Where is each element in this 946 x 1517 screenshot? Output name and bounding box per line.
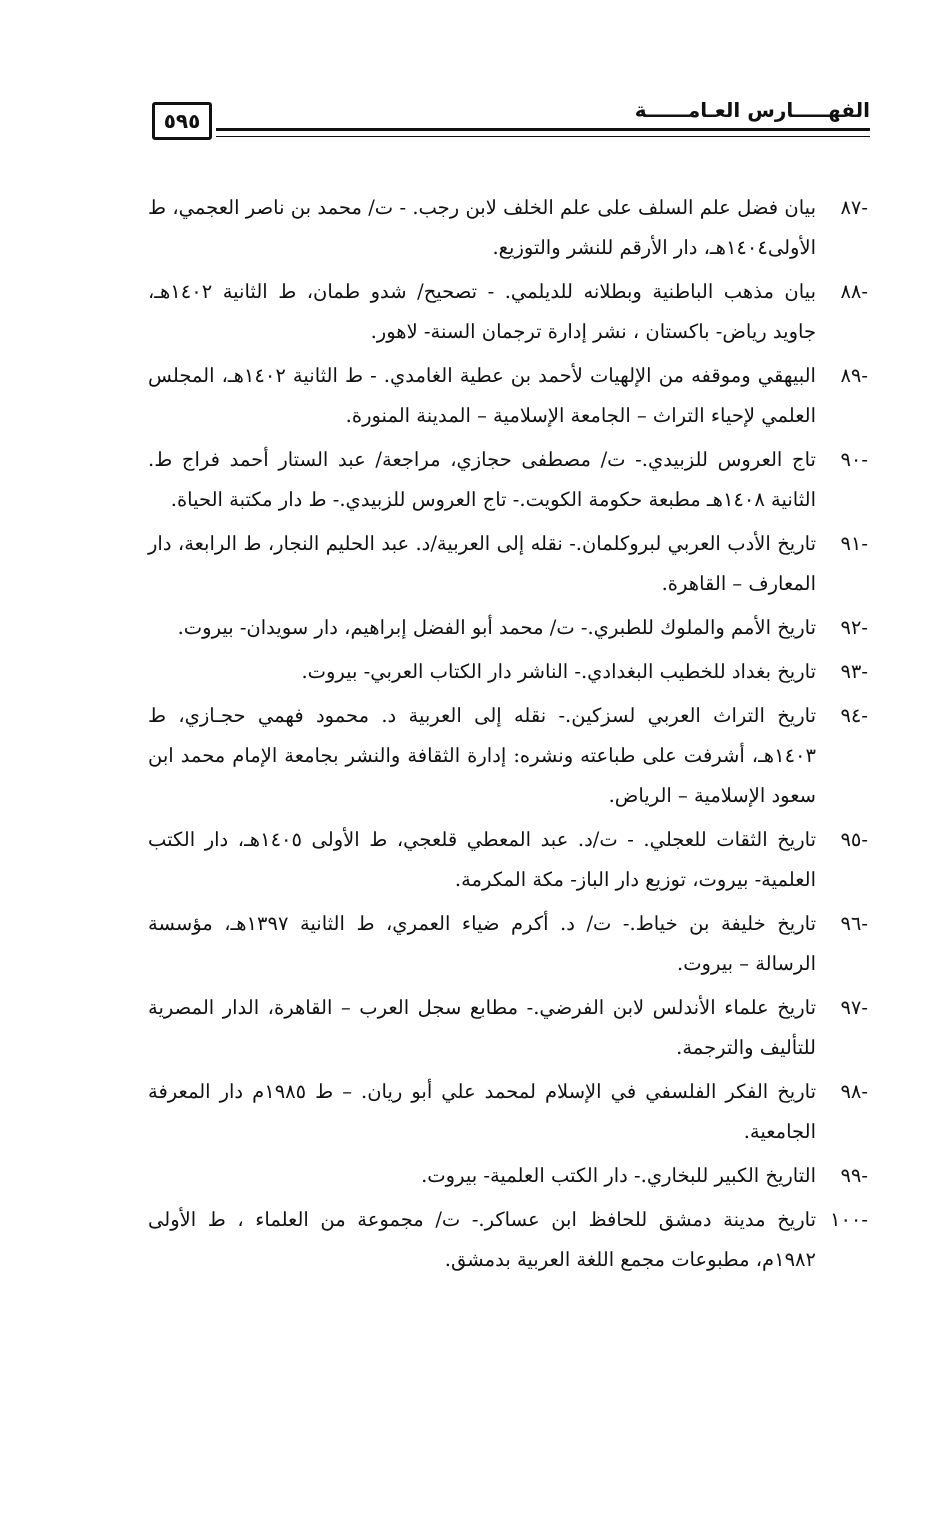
entry-text: البيهقي وموقفه من الإلهيات لأحمد بن عطية الغامدي. - ط الثانية ١٤٠٢هـ، المجلس العلمي لإحياء التراث – الجامعة الإسلامية – المدينة المنورة. <box>148 364 816 427</box>
bibliography-entry <box>148 1200 868 1280</box>
bibliography-list <box>148 188 868 1284</box>
bibliography-entry <box>148 820 868 900</box>
entry-text: بيان مذهب الباطنية وبطلانه للديلمي. - تصحيح/ شدو طمان، ط الثانية ١٤٠٢هـ، جاويد رياض- باكستان ، نشر إدارة ترجمان السنة- لاهور. <box>148 280 816 343</box>
entry-text: تاريخ التراث العربي لسزكين.- نقله إلى العربية د. محمود فهمي حجـازي، ط ١٤٠٣هـ، أشرفت على طباعته ونشره: إدارة الثقافة والنشر بجامعة الإمام محمد ابن سعود الإسلامية – الرياض. <box>148 704 816 807</box>
entry-number: -٩٦ <box>840 912 868 935</box>
entry-number: -٩٢ <box>840 616 868 639</box>
page-header <box>150 92 870 152</box>
entry-number: -٩٤ <box>840 704 868 727</box>
entry-text: التاريخ الكبير للبخاري.- دار الكتب العلمية- بيروت. <box>421 1164 816 1187</box>
bibliography-entry <box>148 440 868 520</box>
entry-number: -٨٩ <box>840 364 868 387</box>
bibliography-entry <box>148 188 868 268</box>
entry-number: -٩٥ <box>840 828 868 851</box>
entry-text: تاريخ مدينة دمشق للحافظ ابن عساكر.- ت/ مجموعة من العلماء ، ط الأولى ١٩٨٢م، مطبوعات مجمع اللغة العربية بدمشق. <box>148 1208 816 1271</box>
entry-text: تاريخ الثقات للعجلي. - ت/د. عبد المعطي قلعجي، ط الأولى ١٤٠٥هـ، دار الكتب العلمية- بيروت، توزيع دار الباز- مكة المكرمة. <box>148 828 817 891</box>
entry-number: -٩٧ <box>840 996 868 1019</box>
entry-text: تاريخ الأمم والملوك للطبري.- ت/ محمد أبو الفضل إبراهيم، دار سويدان- بيروت. <box>177 616 816 639</box>
bibliography-entry <box>148 696 868 816</box>
page-number-box <box>152 102 212 140</box>
bibliography-entry <box>148 524 868 604</box>
entry-text: تاريخ الأدب العربي لبروكلمان.- نقله إلى العربية/د. عبد الحليم النجار، ط الرابعة، دار المعارف – القاهرة. <box>148 532 816 595</box>
bibliography-entry <box>148 904 868 984</box>
entry-text: بيان فضل علم السلف على علم الخلف لابن رجب. - ت/ محمد بن ناصر العجمي، ط الأولى١٤٠٤هـ، دار الأرقم للنشر والتوزيع. <box>148 196 816 259</box>
header-title: الفهـــــارس العـامــــــة <box>634 98 870 122</box>
bibliography-entry <box>148 652 868 692</box>
bibliography-entry <box>148 608 868 648</box>
page-number: ٥٩٥ <box>163 109 201 133</box>
bibliography-entry <box>148 1156 868 1196</box>
entry-number: -٩١ <box>840 532 868 555</box>
header-rule <box>216 128 870 131</box>
bibliography-entry <box>148 1072 868 1152</box>
entry-text: تاريخ خليفة بن خياط.- ت/ د. أكرم ضياء العمري، ط الثانية ١٣٩٧هـ، مؤسسة الرسالة – بيروت. <box>148 912 816 975</box>
entry-text: تاريخ علماء الأندلس لابن الفرضي.- مطابع سجل العرب – القاهرة، الدار المصرية للتأليف والترجمة. <box>148 996 817 1059</box>
entry-number: -٨٧ <box>840 196 868 219</box>
entry-number: -١٠٠ <box>829 1208 868 1231</box>
entry-number: -٩٣ <box>840 660 868 683</box>
entry-text: تاريخ الفكر الفلسفي في الإسلام لمحمد علي أبو ريان. – ط ١٩٨٥م دار المعرفة الجامعية. <box>148 1080 816 1143</box>
entry-text: تاريخ بغداد للخطيب البغدادي.- الناشر دار الكتاب العربي- بيروت. <box>301 660 816 683</box>
bibliography-entry <box>148 356 868 436</box>
entry-text: تاج العروس للزبيدي.- ت/ مصطفى حجازي، مراجعة/ عبد الستار أحمد فراج ط. الثانية ١٤٠٨هـ مطبعة حكومة الكويت.- تاج العروس للزبيدي.- ط دار مكتبة الحياة. <box>148 448 816 511</box>
entry-number: -٨٨ <box>840 280 868 303</box>
entry-number: -٩٠ <box>840 448 868 471</box>
header-rule-thin <box>216 136 870 137</box>
entry-number: -٩٩ <box>840 1164 868 1187</box>
bibliography-entry <box>148 988 868 1068</box>
bibliography-entry <box>148 272 868 352</box>
entry-number: -٩٨ <box>840 1080 868 1103</box>
